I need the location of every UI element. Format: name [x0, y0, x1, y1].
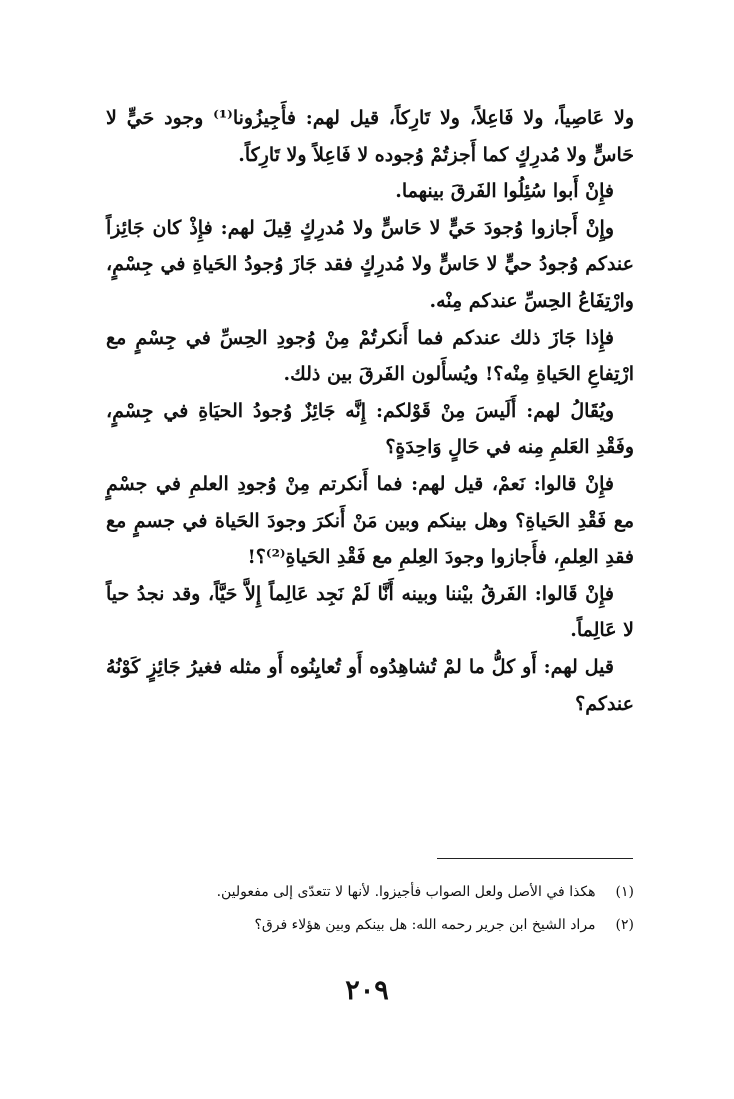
paragraph-7: فإِنْ قَالوا: الفَرقُ بيْننا وبينه أَنَّا لَمْ نَجِد عَالِماً إِلاَّ حَيَّاً، وقد نجدُ حياً لا عَالِماً.: [106, 582, 634, 642]
main-text: [106, 100, 634, 722]
paragraph-3: وإِنْ أَجازوا وُجودَ حَيٍّ لا حَاسٍّ ولا مُدرِكٍ قِيلَ لهم: فإِذْ كان جَائِزاً عندكم وُجودُ حيٍّ لا حَاسٍّ ولا مُدرِكٍ فقد جَازَ وُجودُ الحَياةِ في جِسْمٍ، وارْتِفَاعُ الحِسِّ عندكم مِنْه.: [106, 216, 634, 312]
footnote-2-number: (٢): [615, 917, 634, 933]
footnote-2: [106, 909, 634, 942]
paragraph-5: ويُقَالُ لهم: أَلَيسَ مِنْ قَوْلكم: إِنَّه جَائِزٌ وُجودُ الحيَاةِ في جِسْمٍ، وفَقْدِ العَلمِ مِنه في حَالٍ وَاحِدَةٍ؟: [106, 399, 634, 459]
page-number: ٢٠٩: [345, 975, 389, 1006]
paragraph-4: فإِذا جَازَ ذلك عندكم فما أَنكرتُمْ مِنْ وُجودِ الحِسِّ في جِسْمٍ مع ارْتِفاعِ الحَياةِ مِنْه؟! ويُسأَلون الفَرقَ بين ذلك.: [106, 326, 634, 386]
footnote-1-number: (١): [615, 884, 634, 900]
footnote-2-text: مراد الشيخ ابن جرير رحمه الله: هل بينكم وبين هؤلاء فرق؟: [254, 917, 596, 933]
footnote-1: [106, 876, 634, 909]
footnote-divider: [437, 858, 633, 859]
footnote-1-text: هكذا في الأصل ولعل الصواب فأجيزوا. لأنها لا تتعدّى إلى مفعولين.: [216, 884, 596, 900]
paragraph-2: فإِنْ أَبوا سُئِلُوا الفَرقَ بينهما.: [395, 180, 614, 203]
paragraph-1: ولا عَاصِياً، ولا فَاعِلاً، ولا تَارِكاً، قيل لهم: فأَجِيزُونا⁽¹⁾ وجود حَيٍّ لا حَاسٍّ ولا مُدرِكٍ كما أَجزتُمْ وُجوده لا فَاعِلاً ولا تَارِكاً.: [106, 107, 634, 166]
paragraph-6: فإِنْ قالوا: نَعمْ، قيل لهم: فما أَنكرتم مِنْ وُجودِ العلمِ في جسْمٍ مع فَقْدِ الحَياةِ؟ وهل بينكم وبين مَنْ أَنكرَ وجودَ الحَياة في جسمٍ مع فقدِ العِلمِ، فأَجازوا وجودَ العِلمِ مع فَقْدِ الحَياةِ⁽²⁾؟!: [106, 472, 634, 569]
footnotes: [106, 876, 634, 942]
paragraph-8: قيل لهم: أَو كلُّ ما لمْ تُشاهِدُوه أَو تُعايِنُوه أَو مثله فغيرُ جَائِزٍ كَوْنُهُ عندكم؟: [106, 655, 634, 715]
